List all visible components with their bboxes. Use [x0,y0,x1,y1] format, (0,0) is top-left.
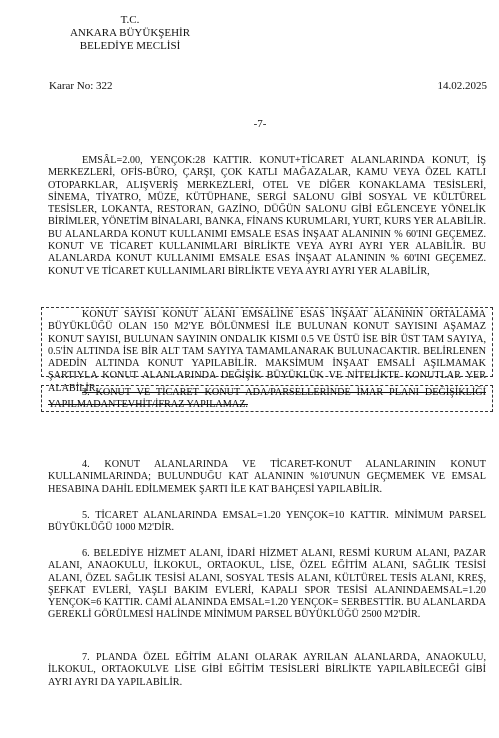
paragraph-housing-count: KONUT SAYISI KONUT ALANI EMSALİNE ESAS İNŞAAT ALANININ ORTALAMA BÜYÜKLÜĞÜ OLAN 150 M2'YE BÖLÜNMESİ İLE BULUNAN KONUT SAYISINI AŞAMAZ KONUT SAYISI, BULUNAN SAYININ ONDALIK KISMI 0.5 VE ÜSTÜ İSE BİR ÜST TAM SAYIYA, 0.5'İN ALTINDA İSE BİR ALT TAM SAYIYA TAMAMLANARAK BULUNACAKTIR. BELİRLENEN ADEDİN ALTINDA KONUT YAPILABİLİR. MAKSİMUM İNŞAAT EMSALİ AŞILMAMAK ŞARTIYLA KONUT ALANLARINDA DEĞİŞİK BÜYÜKLÜK VE NİTELİKTE KONUTLAR YER ALABİLİR. [48,309,486,394]
header-council: BELEDİYE MECLİSİ [79,40,181,52]
paragraph-article-6: 6. BELEDİYE HİZMET ALANI, İDARİ HİZMET ALANI, RESMİ KURUM ALANI, PAZAR ALANI, ANAOKULU, İLKOKUL, ORTAOKUL, LİSE, ÖZEL EĞİTİM ALANI, SAĞLIK TESİSİ ALANI, ÖZEL SAĞLIK TESİSİ ALANI, SOSYAL TESİS ALANI, KÜLTÜREL TESİS ALANI, KREŞ, ŞEFKAT EVLERİ, YAŞLI BAKIM EVLERİ, KAPALI SPOR TESİSİ ALANINDAEMSAL=1.20 YENÇOK=6 KATTIR. CAMİ ALANINDA EMSAL=1.20 YENÇOK= SERBESTTİR. BU ALANLARDA GEREKLİ GÖRÜLMESİ HALİNDE MİNİMUM PARSEL BÜYÜKLÜĞÜ 2500 M2'DİR. [48,548,486,621]
header-municipality: ANKARA BÜYÜKŞEHİR [69,27,191,39]
paragraph-article-5: 5. TİCARET ALANLARINDA EMSAL=1.20 YENÇOK=10 KATTIR. MİNİMUM PARSEL BÜYÜKLÜĞÜ 1000 M2'DİR. [48,510,486,534]
decision-number: Karar No: 322 [49,80,113,92]
paragraph-commercial-residential: EMSÂL=2.00, YENÇOK:28 KATTIR. KONUT+TİCARET ALANLARINDA KONUT, İŞ MERKEZLERİ, OFİS-BÜRO, ÇARŞI, ÇOK KATLI MAĞAZALAR, KAMU VEYA ÖZEL KATLI OTOPARKLAR, ALIŞVERİŞ MERKEZLERİ, OTEL VE DİĞER KONAKLAMA TESİSLERİ, SİNEMA, TİYATRO, MÜZE, KÜTÜPHANE, SERGİ SALONU GİBİ SOSYAL VE KÜLTÜREL TESİSLER, LOKANTA, RESTORAN, GAZİNO, DÜĞÜN SALONU GİBİ EĞLENCEYE YÖNELİK BİRİMLER, YÖNETİM BİNALARI, BANKA, FİNANS KURUMLARI, YURT, KURS YER ALABİLİR. BU ALANLARDA KONUT KULLANIMI EMSALE ESAS İNŞAAT ALANININ % 60'INI GEÇEMEZ. KONUT VE TİCARET KULLANIMLARI BİRLİKTE VEYA AYRI AYRI YER ALABİLİR. BU ALANLARDA KONUT KULLANIMI EMSALE ESAS İNŞAAT ALANININ % 60'INI GEÇEMEZ. KONUT VE TİCARET KULLANIMLARI BİRLİKTE VEYA AYRI AYRI YER ALABİLİR, [48,155,486,277]
document-header [0,14,260,53]
header-tc: T.C. [120,14,140,26]
decision-date: 14.02.2025 [437,80,487,92]
paragraph-article-7: 7. PLANDA ÖZEL EĞİTİM ALANI OLARAK AYRILAN ALANLARDA, ANAOKULU, İLKOKUL, ORTAOKULVE LİSE GİBİ EĞİTİM TESİSLERİ BİRLİKTE YAPILABİLECEĞİ GİBİ AYRI AYRI DA YAPILABİLİR. [48,652,486,688]
paragraph-struck-article-3: 3. KONUT VE TİCARET KONUT ADA/PARSELLERİNDE İMAR PLANI DEĞİŞİKLİĞİ YAPILMADANTEVHİT/İFRAZ YAPILAMAZ. [48,387,486,411]
page-number: -7- [253,118,267,130]
paragraph-article-4: 4. KONUT ALANLARINDA VE TİCARET-KONUT ALANLARININ KONUT KULLANIMLARINDA; BULUNDUĞU KAT ALANININ %10'UNUN GEÇMEMEK VE EMSAL HESABINA DAHİL EDİLMEMEK ŞARTI İLE KAT BAHÇESİ YAPILABİLİR. [48,459,486,495]
